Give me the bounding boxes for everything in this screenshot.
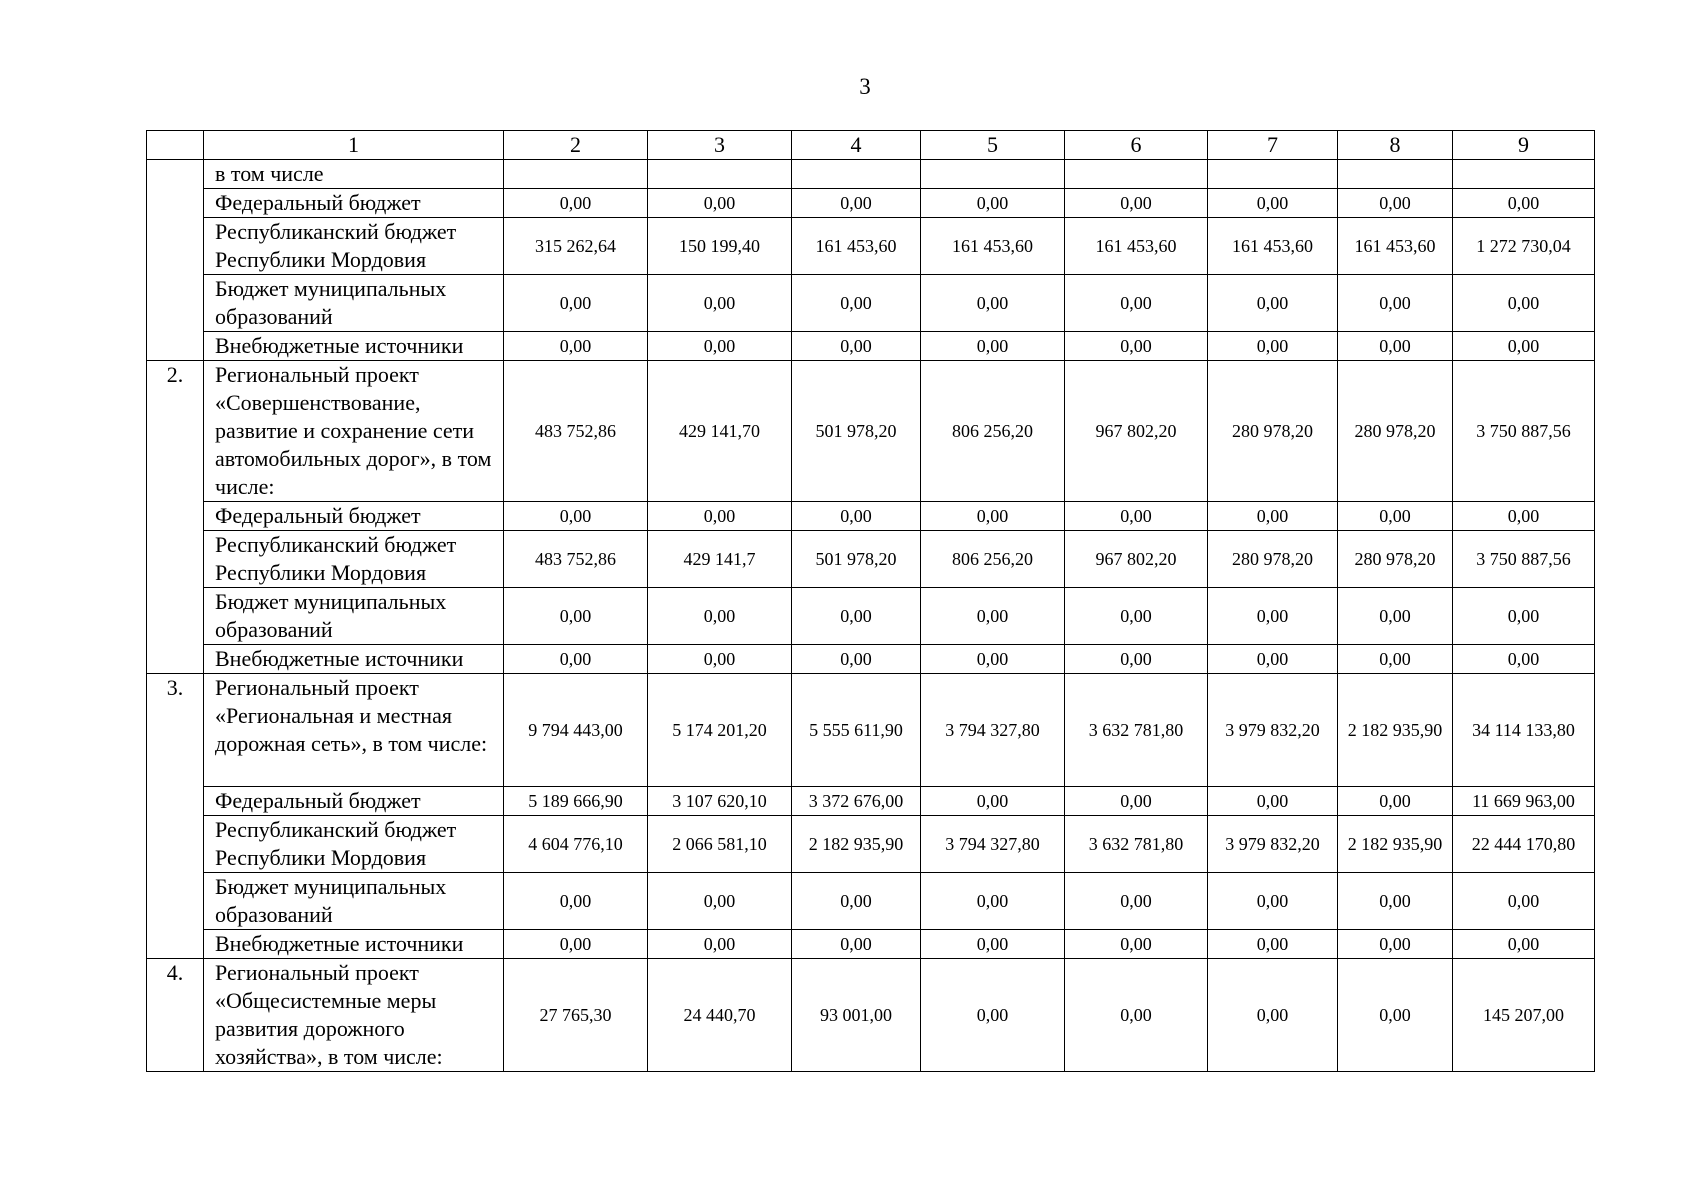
row-label-cell: Внебюджетные источники bbox=[204, 645, 504, 674]
value-cell: 5 555 611,90 bbox=[792, 674, 921, 787]
table-row bbox=[147, 218, 1595, 275]
table-row bbox=[147, 502, 1595, 531]
value-cell: 0,00 bbox=[504, 588, 648, 645]
value-cell: 0,00 bbox=[1338, 189, 1453, 218]
value-cell: 0,00 bbox=[648, 189, 792, 218]
value-cell: 0,00 bbox=[1208, 787, 1338, 816]
value-cell: 2 182 935,90 bbox=[792, 816, 921, 873]
value-cell bbox=[1208, 160, 1338, 189]
value-cell: 0,00 bbox=[648, 332, 792, 361]
value-cell: 2 182 935,90 bbox=[1338, 674, 1453, 787]
value-cell: 0,00 bbox=[1338, 645, 1453, 674]
row-label-cell: Внебюджетные источники bbox=[204, 332, 504, 361]
value-cell: 3 979 832,20 bbox=[1208, 674, 1338, 787]
table-row bbox=[147, 959, 1595, 1072]
table-row bbox=[147, 930, 1595, 959]
table-row bbox=[147, 332, 1595, 361]
value-cell: 501 978,20 bbox=[792, 361, 921, 502]
value-cell: 0,00 bbox=[1208, 189, 1338, 218]
value-cell: 34 114 133,80 bbox=[1453, 674, 1595, 787]
value-cell: 0,00 bbox=[921, 189, 1065, 218]
value-cell: 0,00 bbox=[648, 588, 792, 645]
value-cell: 0,00 bbox=[504, 873, 648, 930]
value-cell: 4 604 776,10 bbox=[504, 816, 648, 873]
header-cell: 1 bbox=[204, 131, 504, 160]
value-cell: 27 765,30 bbox=[504, 959, 648, 1072]
row-label-cell: Республиканский бюджет Республики Мордовия bbox=[204, 531, 504, 588]
value-cell: 967 802,20 bbox=[1065, 361, 1208, 502]
header-row bbox=[147, 131, 1595, 160]
value-cell: 280 978,20 bbox=[1208, 531, 1338, 588]
value-cell: 0,00 bbox=[1065, 787, 1208, 816]
value-cell: 0,00 bbox=[1208, 332, 1338, 361]
value-cell: 0,00 bbox=[921, 275, 1065, 332]
value-cell: 0,00 bbox=[1065, 588, 1208, 645]
row-label-cell: Республиканский бюджет Республики Мордовия bbox=[204, 218, 504, 275]
table-row bbox=[147, 873, 1595, 930]
value-cell: 0,00 bbox=[504, 502, 648, 531]
value-cell: 1 272 730,04 bbox=[1453, 218, 1595, 275]
value-cell: 429 141,70 bbox=[648, 361, 792, 502]
value-cell bbox=[1065, 160, 1208, 189]
value-cell: 161 453,60 bbox=[792, 218, 921, 275]
value-cell: 0,00 bbox=[504, 189, 648, 218]
value-cell: 0,00 bbox=[792, 645, 921, 674]
row-label-cell: Федеральный бюджет bbox=[204, 502, 504, 531]
value-cell: 0,00 bbox=[1453, 588, 1595, 645]
value-cell: 0,00 bbox=[1338, 959, 1453, 1072]
value-cell: 0,00 bbox=[1338, 275, 1453, 332]
value-cell: 0,00 bbox=[792, 275, 921, 332]
value-cell: 501 978,20 bbox=[792, 531, 921, 588]
value-cell: 161 453,60 bbox=[1208, 218, 1338, 275]
value-cell: 2 066 581,10 bbox=[648, 816, 792, 873]
table-row bbox=[147, 531, 1595, 588]
value-cell: 0,00 bbox=[648, 502, 792, 531]
value-cell: 0,00 bbox=[1208, 873, 1338, 930]
value-cell: 3 794 327,80 bbox=[921, 816, 1065, 873]
value-cell: 3 979 832,20 bbox=[1208, 816, 1338, 873]
value-cell: 0,00 bbox=[1453, 930, 1595, 959]
value-cell: 0,00 bbox=[648, 275, 792, 332]
value-cell: 150 199,40 bbox=[648, 218, 792, 275]
value-cell: 280 978,20 bbox=[1338, 531, 1453, 588]
value-cell: 280 978,20 bbox=[1338, 361, 1453, 502]
value-cell: 0,00 bbox=[792, 332, 921, 361]
value-cell: 0,00 bbox=[921, 930, 1065, 959]
header-cell: 9 bbox=[1453, 131, 1595, 160]
value-cell: 145 207,00 bbox=[1453, 959, 1595, 1072]
value-cell: 3 750 887,56 bbox=[1453, 361, 1595, 502]
value-cell: 3 632 781,80 bbox=[1065, 674, 1208, 787]
row-number-cell bbox=[147, 160, 204, 361]
row-label-cell: Региональный проект «Общесистемные меры развития дорожного хозяйства», в том числе: bbox=[204, 959, 504, 1072]
value-cell: 0,00 bbox=[1453, 502, 1595, 531]
table-row bbox=[147, 787, 1595, 816]
value-cell: 0,00 bbox=[921, 959, 1065, 1072]
row-label-cell: Внебюджетные источники bbox=[204, 930, 504, 959]
value-cell: 0,00 bbox=[1065, 502, 1208, 531]
value-cell: 161 453,60 bbox=[1065, 218, 1208, 275]
value-cell: 0,00 bbox=[1208, 959, 1338, 1072]
value-cell: 0,00 bbox=[921, 588, 1065, 645]
header-cell: 4 bbox=[792, 131, 921, 160]
row-label-cell: Федеральный бюджет bbox=[204, 787, 504, 816]
row-label-cell: Федеральный бюджет bbox=[204, 189, 504, 218]
value-cell: 5 174 201,20 bbox=[648, 674, 792, 787]
value-cell bbox=[792, 160, 921, 189]
value-cell: 0,00 bbox=[792, 930, 921, 959]
row-label-cell: Республиканский бюджет Республики Мордовия bbox=[204, 816, 504, 873]
value-cell: 93 001,00 bbox=[792, 959, 921, 1072]
value-cell: 0,00 bbox=[504, 275, 648, 332]
value-cell: 0,00 bbox=[1453, 275, 1595, 332]
value-cell: 0,00 bbox=[1338, 332, 1453, 361]
value-cell: 0,00 bbox=[1453, 189, 1595, 218]
table-row bbox=[147, 816, 1595, 873]
value-cell: 483 752,86 bbox=[504, 361, 648, 502]
value-cell: 0,00 bbox=[648, 873, 792, 930]
value-cell: 0,00 bbox=[1065, 275, 1208, 332]
value-cell: 0,00 bbox=[1065, 873, 1208, 930]
value-cell: 2 182 935,90 bbox=[1338, 816, 1453, 873]
value-cell: 0,00 bbox=[792, 189, 921, 218]
value-cell bbox=[1453, 160, 1595, 189]
value-cell: 0,00 bbox=[792, 873, 921, 930]
value-cell: 0,00 bbox=[1065, 332, 1208, 361]
value-cell: 429 141,7 bbox=[648, 531, 792, 588]
value-cell: 483 752,86 bbox=[504, 531, 648, 588]
value-cell: 161 453,60 bbox=[921, 218, 1065, 275]
table-body bbox=[147, 131, 1595, 1072]
value-cell: 3 750 887,56 bbox=[1453, 531, 1595, 588]
table-row bbox=[147, 275, 1595, 332]
row-label-cell: Бюджет муниципальных образований bbox=[204, 588, 504, 645]
header-cell: 6 bbox=[1065, 131, 1208, 160]
row-number-cell: 4. bbox=[147, 959, 204, 1072]
value-cell: 280 978,20 bbox=[1208, 361, 1338, 502]
row-label-cell: в том числе bbox=[204, 160, 504, 189]
value-cell: 0,00 bbox=[648, 930, 792, 959]
value-cell: 5 189 666,90 bbox=[504, 787, 648, 816]
value-cell bbox=[504, 160, 648, 189]
value-cell: 3 107 620,10 bbox=[648, 787, 792, 816]
value-cell bbox=[1338, 160, 1453, 189]
value-cell: 0,00 bbox=[648, 645, 792, 674]
table-row bbox=[147, 674, 1595, 787]
row-label-cell: Бюджет муниципальных образований bbox=[204, 275, 504, 332]
value-cell: 806 256,20 bbox=[921, 361, 1065, 502]
value-cell: 0,00 bbox=[792, 588, 921, 645]
value-cell: 0,00 bbox=[1065, 645, 1208, 674]
row-label-cell: Региональный проект «Региональная и местная дорожная сеть», в том числе: bbox=[204, 674, 504, 787]
row-number-cell: 2. bbox=[147, 361, 204, 674]
value-cell: 9 794 443,00 bbox=[504, 674, 648, 787]
value-cell: 0,00 bbox=[1338, 787, 1453, 816]
value-cell: 0,00 bbox=[921, 873, 1065, 930]
value-cell: 11 669 963,00 bbox=[1453, 787, 1595, 816]
value-cell: 0,00 bbox=[1338, 502, 1453, 531]
value-cell: 0,00 bbox=[1208, 588, 1338, 645]
value-cell: 161 453,60 bbox=[1338, 218, 1453, 275]
value-cell: 3 372 676,00 bbox=[792, 787, 921, 816]
header-cell bbox=[147, 131, 204, 160]
value-cell: 0,00 bbox=[1208, 275, 1338, 332]
table-row bbox=[147, 645, 1595, 674]
value-cell: 0,00 bbox=[1208, 645, 1338, 674]
value-cell: 806 256,20 bbox=[921, 531, 1065, 588]
value-cell: 24 440,70 bbox=[648, 959, 792, 1072]
value-cell: 0,00 bbox=[921, 502, 1065, 531]
value-cell: 0,00 bbox=[1338, 873, 1453, 930]
value-cell: 0,00 bbox=[921, 332, 1065, 361]
table-row bbox=[147, 160, 1595, 189]
header-cell: 8 bbox=[1338, 131, 1453, 160]
row-label-cell: Бюджет муниципальных образований bbox=[204, 873, 504, 930]
row-label-cell: Региональный проект «Совершенствование, развитие и сохранение сети автомобильных дорог», в том числе: bbox=[204, 361, 504, 502]
value-cell: 0,00 bbox=[1338, 588, 1453, 645]
value-cell: 3 794 327,80 bbox=[921, 674, 1065, 787]
value-cell: 0,00 bbox=[1338, 930, 1453, 959]
value-cell: 0,00 bbox=[1065, 959, 1208, 1072]
value-cell: 0,00 bbox=[1453, 645, 1595, 674]
value-cell: 967 802,20 bbox=[1065, 531, 1208, 588]
header-cell: 7 bbox=[1208, 131, 1338, 160]
row-number-cell: 3. bbox=[147, 674, 204, 959]
table-row bbox=[147, 189, 1595, 218]
value-cell: 0,00 bbox=[504, 930, 648, 959]
value-cell bbox=[921, 160, 1065, 189]
value-cell: 22 444 170,80 bbox=[1453, 816, 1595, 873]
value-cell: 315 262,64 bbox=[504, 218, 648, 275]
page-number: 3 bbox=[859, 74, 871, 99]
value-cell bbox=[648, 160, 792, 189]
value-cell: 0,00 bbox=[1065, 189, 1208, 218]
value-cell: 3 632 781,80 bbox=[1065, 816, 1208, 873]
value-cell: 0,00 bbox=[921, 645, 1065, 674]
value-cell: 0,00 bbox=[1065, 930, 1208, 959]
value-cell: 0,00 bbox=[504, 645, 648, 674]
table-row bbox=[147, 588, 1595, 645]
header-cell: 5 bbox=[921, 131, 1065, 160]
value-cell: 0,00 bbox=[1208, 930, 1338, 959]
budget-table bbox=[146, 130, 1595, 1072]
value-cell: 0,00 bbox=[1208, 502, 1338, 531]
value-cell: 0,00 bbox=[921, 787, 1065, 816]
table-row bbox=[147, 361, 1595, 502]
value-cell: 0,00 bbox=[792, 502, 921, 531]
value-cell: 0,00 bbox=[1453, 873, 1595, 930]
header-cell: 3 bbox=[648, 131, 792, 160]
value-cell: 0,00 bbox=[504, 332, 648, 361]
header-cell: 2 bbox=[504, 131, 648, 160]
value-cell: 0,00 bbox=[1453, 332, 1595, 361]
